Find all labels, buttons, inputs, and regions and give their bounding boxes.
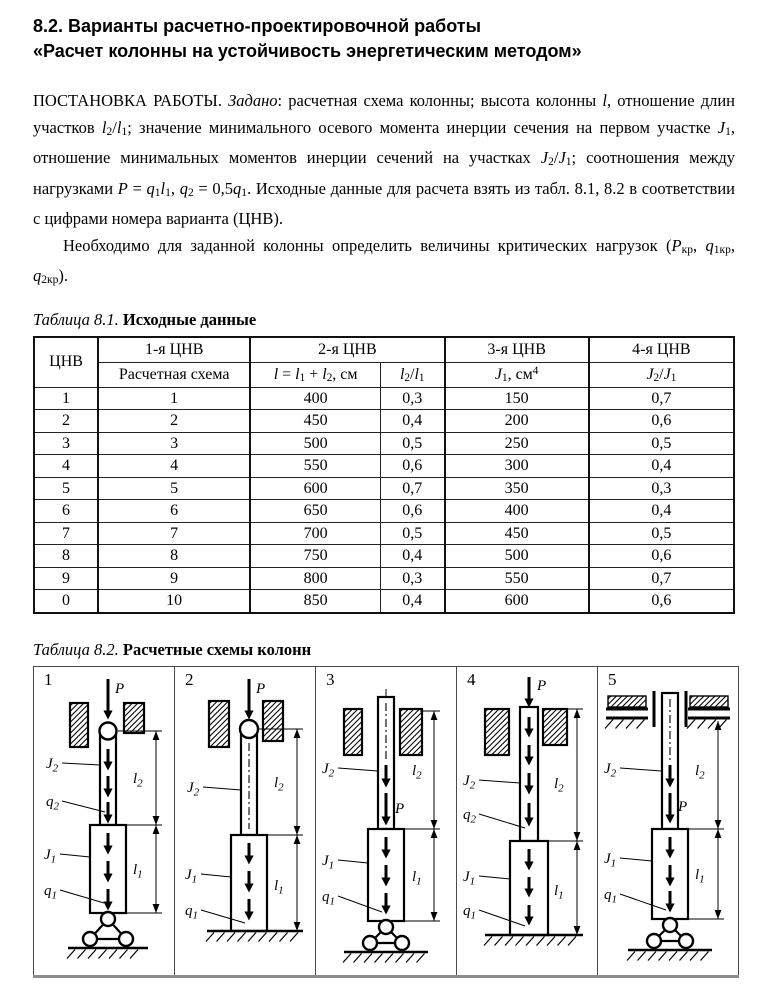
text-segment: P — [671, 235, 682, 255]
text-segment: J — [663, 365, 671, 383]
scheme-cell-3 — [316, 666, 457, 976]
table-cell: 8 — [98, 545, 250, 568]
load-arrow-P — [103, 679, 124, 720]
header-cell-length — [250, 362, 380, 387]
text-segment: , см — [507, 366, 533, 384]
svg-text:P: P — [678, 798, 688, 815]
svg-text:l1: $l_1$ — [274, 877, 284, 897]
text-segment: , — [730, 235, 736, 255]
text-segment: 2 — [653, 371, 660, 384]
table-cell: 5 — [34, 477, 98, 500]
table-cell: 0,4 — [380, 410, 444, 433]
scheme-number-1: 1 — [44, 669, 53, 689]
svg-text:l2: $l_2$ — [554, 775, 564, 795]
text-segment: кр — [681, 243, 693, 256]
scheme-cell-4 — [457, 666, 598, 976]
table1-caption-title: Исходные данные — [122, 309, 257, 329]
table-cell: 350 — [445, 477, 589, 500]
dimension-l2 — [274, 729, 300, 835]
svg-text:l1: $l_1$ — [695, 866, 705, 886]
table-cell: 0,6 — [380, 455, 444, 478]
text-segment: 2 — [404, 371, 411, 384]
table-row — [34, 387, 734, 410]
text-segment: / — [659, 365, 664, 383]
svg-text:J2: $J_2$ — [322, 760, 335, 780]
table-cell: 0,3 — [380, 567, 444, 590]
table-cell: 400 — [250, 387, 380, 410]
table-cell: 200 — [445, 410, 589, 433]
svg-text:P: P — [256, 680, 266, 697]
section-title-line1: 8.2. Варианты расчетно-проектировочной работы — [33, 16, 481, 36]
table-cell: 850 — [250, 590, 380, 613]
bottom-support — [484, 935, 583, 946]
text-segment: ; соотношения между нагрузками — [33, 148, 735, 198]
table-initial-data — [33, 336, 735, 614]
text-segment: 1 — [565, 156, 572, 169]
svg-text:l2: $l_2$ — [274, 774, 284, 794]
text-segment: J — [558, 148, 566, 168]
table-cell: 0,4 — [589, 500, 734, 523]
table-cell: 0,6 — [380, 500, 444, 523]
table-cell: 2 — [34, 410, 98, 433]
text-segment: l — [295, 365, 300, 383]
header-cell-j2j1 — [589, 362, 734, 387]
svg-text:J1: $J_1$ — [604, 850, 617, 870]
label-J2 — [187, 780, 241, 799]
svg-text:J1: $J_1$ — [322, 852, 335, 872]
text-segment: 2 — [106, 125, 113, 138]
text-segment: , — [692, 235, 706, 255]
text-segment: = — [278, 365, 296, 383]
table-row — [34, 455, 734, 478]
scheme-cell-1 — [34, 666, 175, 976]
text-segment: ; значение минимального осевого момента инерции сечения на первом участке — [127, 117, 718, 137]
text-segment: ). — [58, 266, 69, 286]
svg-text:J1: $J_1$ — [44, 846, 57, 866]
header-cell-scheme: Расчетная схема — [98, 362, 250, 387]
table-cell: 650 — [250, 500, 380, 523]
header-cell-j1 — [445, 362, 589, 387]
label-J2 — [463, 773, 520, 792]
text-segment: / — [410, 365, 415, 383]
table-cell: 7 — [34, 522, 98, 545]
dimension-l1 — [412, 829, 437, 921]
table-initial-data-header — [34, 337, 734, 388]
table-cell: 0,7 — [380, 477, 444, 500]
table-cell: 1 — [34, 387, 98, 410]
table-cell: 7 — [98, 522, 250, 545]
bottom-support — [627, 918, 712, 961]
text-segment: J — [540, 148, 549, 168]
header-cell-g2: 2-я ЦНВ — [250, 337, 444, 363]
text-segment: / — [553, 148, 559, 168]
dimension-l1 — [554, 841, 580, 935]
column-scheme-2-diagram — [175, 669, 315, 975]
table-row — [34, 410, 734, 433]
column-scheme-3-diagram — [316, 669, 456, 975]
text-segment: l — [160, 178, 166, 198]
table-cell: 250 — [445, 432, 589, 455]
text-segment: , отношение длин участков — [33, 91, 735, 137]
scheme-number-2: 2 — [185, 669, 194, 689]
svg-text:P: P — [537, 677, 547, 694]
text-segment: 1 — [241, 186, 248, 199]
table-cell: 0,7 — [589, 567, 734, 590]
table-cell: 450 — [250, 410, 380, 433]
svg-text:l1: $l_1$ — [412, 868, 422, 888]
text-segment: 1 — [121, 125, 128, 138]
label-J2 — [46, 756, 100, 775]
dimension-l2 — [554, 709, 583, 841]
table2-caption — [33, 640, 735, 660]
svg-text:J1: $J_1$ — [463, 868, 476, 888]
intro-paragraph — [33, 88, 735, 233]
svg-text:J2: $J_2$ — [46, 755, 59, 775]
table-cell: 0,5 — [589, 522, 734, 545]
label-J2 — [322, 761, 378, 780]
table1-caption — [33, 310, 735, 330]
svg-text:l2: $l_2$ — [133, 770, 143, 790]
svg-text:q1: $q_1$ — [604, 886, 617, 906]
text-segment: q — [705, 235, 714, 255]
text-segment: J — [646, 365, 654, 383]
text-segment: q — [179, 178, 188, 198]
label-J1 — [322, 853, 368, 872]
text-segment: 2 — [548, 156, 554, 169]
text-segment: l — [116, 117, 122, 137]
table-cell: 450 — [445, 522, 589, 545]
table-cell: 6 — [98, 500, 250, 523]
table-cell: 300 — [445, 455, 589, 478]
table-row — [34, 432, 734, 455]
dimension-l1 — [274, 835, 300, 931]
table-cell: 550 — [445, 567, 589, 590]
text-segment: 4 — [532, 365, 539, 378]
table-cell: 0,5 — [589, 432, 734, 455]
table-cell: 600 — [445, 590, 589, 613]
bottom-support — [206, 931, 303, 942]
label-J1 — [463, 869, 510, 888]
scheme-number-3: 3 — [326, 669, 335, 689]
table-cell: 750 — [250, 545, 380, 568]
table-cell: 150 — [445, 387, 589, 410]
text-segment: 1 — [154, 186, 161, 199]
table-cell: 550 — [250, 455, 380, 478]
header-cell-cnv: ЦНВ — [34, 337, 98, 388]
svg-text:q1: $q_1$ — [44, 882, 57, 902]
svg-text:J1: $J_1$ — [185, 866, 198, 886]
table-cell: 0,7 — [589, 387, 734, 410]
bottom-support — [67, 912, 148, 959]
label-J1 — [185, 867, 231, 886]
text-segment: = 0,5 — [193, 178, 234, 198]
table-cell: 0,5 — [380, 522, 444, 545]
table-row — [34, 522, 734, 545]
top-roller — [100, 722, 117, 739]
text-segment: J — [494, 366, 502, 384]
table-cell: 8 — [34, 545, 98, 568]
text-segment: : расчетная схема колонны; высота колонны — [277, 91, 603, 110]
svg-text:J2: $J_2$ — [463, 772, 476, 792]
text-segment: . Исходные данные для расчета взять из табл. 8.1, 8.2 в соответствии с цифрами номера варианта (ЦНВ). — [33, 178, 735, 229]
table-cell: 3 — [34, 432, 98, 455]
table-row — [34, 545, 734, 568]
svg-text:P: P — [395, 800, 405, 817]
svg-text:l1: $l_1$ — [133, 861, 143, 881]
label-J1 — [44, 847, 90, 866]
svg-text:q1: $q_1$ — [185, 902, 198, 922]
table-cell: 0,4 — [380, 545, 444, 568]
dimension-l1 — [133, 825, 159, 913]
text-segment: ПОСТАНОВКА РАБОТЫ. — [33, 91, 229, 110]
svg-text:q1: $q_1$ — [322, 888, 335, 908]
text-segment: Задано — [228, 91, 278, 110]
table-cell: 0,5 — [380, 432, 444, 455]
table2-caption-title: Расчетные схемы колонн — [122, 639, 312, 659]
scheme-cell-2 — [175, 666, 316, 976]
table-cell: 2 — [98, 410, 250, 433]
text-segment: , отношение минимальных моментов инерции сечений на участках — [33, 117, 735, 168]
text-segment: l — [602, 91, 607, 110]
svg-text:l2: $l_2$ — [412, 762, 422, 782]
svg-text:q1: $q_1$ — [463, 902, 476, 922]
scheme-number-5: 5 — [608, 669, 617, 689]
text-segment: / — [112, 117, 117, 137]
text-segment: , — [170, 178, 180, 198]
svg-text:q2: $q_2$ — [46, 793, 59, 813]
svg-text:J2: $J_2$ — [187, 779, 200, 799]
text-segment: 1 — [725, 125, 731, 138]
section-title-line2: «Расчет колонны на устойчивость энергетическим методом» — [33, 41, 582, 61]
text-segment: l — [101, 117, 107, 137]
table-cell: 0,3 — [589, 477, 734, 500]
table1-caption-label: Таблица 8.1. — [33, 309, 119, 329]
task-paragraph — [33, 233, 735, 294]
table-cell: 500 — [445, 545, 589, 568]
table-cell: 600 — [250, 477, 380, 500]
top-roller — [240, 720, 258, 738]
table-initial-data-body — [34, 387, 734, 613]
label-J2 — [604, 761, 662, 780]
dimension-l2 — [133, 731, 159, 825]
text-segment: P — [117, 178, 128, 198]
table-cell: 0,6 — [589, 545, 734, 568]
text-segment: l — [322, 365, 327, 383]
table-cell: 0,4 — [589, 455, 734, 478]
header-cell-l2l1 — [380, 362, 444, 387]
text-segment: J — [717, 117, 726, 137]
table2-caption-label: Таблица 8.2. — [33, 639, 119, 659]
table-cell: 3 — [98, 432, 250, 455]
table-cell: 5 — [98, 477, 250, 500]
table-cell: 0 — [34, 590, 98, 613]
table-cell: 10 — [98, 590, 250, 613]
text-segment: l — [414, 365, 419, 383]
header-cell-g1: 1-я ЦНВ — [98, 337, 250, 363]
svg-text:J2: $J_2$ — [604, 760, 617, 780]
label-q2 — [46, 794, 105, 813]
text-segment: l — [273, 365, 279, 383]
text-segment: , см — [332, 365, 358, 383]
label-q2 — [463, 807, 525, 828]
table-cell: 0,6 — [589, 590, 734, 613]
table-cell: 0,3 — [380, 387, 444, 410]
table-cell: 800 — [250, 567, 380, 590]
table-cell: 700 — [250, 522, 380, 545]
table-cell: 0,6 — [589, 410, 734, 433]
text-segment: l — [399, 365, 405, 383]
text-segment: 1 — [670, 371, 677, 384]
header-cell-g4: 4-я ЦНВ — [589, 337, 734, 363]
table-cell: 0,4 — [380, 590, 444, 613]
table-cell: 400 — [445, 500, 589, 523]
label-J1 — [604, 851, 652, 870]
text-segment: 1 — [418, 371, 425, 384]
table-cell: 9 — [34, 567, 98, 590]
text-segment: 1 — [165, 186, 171, 199]
bottom-support — [343, 920, 428, 963]
dimension-l2 — [695, 721, 721, 829]
table-cell: 6 — [34, 500, 98, 523]
table-cell: 4 — [34, 455, 98, 478]
text-segment: 1 — [501, 372, 508, 385]
text-segment: q — [33, 266, 42, 286]
text-segment: 1 — [299, 371, 306, 384]
load-arrow-P — [524, 677, 546, 708]
text-segment: 2кр — [41, 274, 59, 287]
table-row — [34, 590, 734, 613]
table-cell: 4 — [98, 455, 250, 478]
text-segment: 2 — [187, 186, 194, 199]
header-cell-g3: 3-я ЦНВ — [445, 337, 589, 363]
schemes-row — [34, 666, 739, 976]
text-segment: q — [233, 178, 242, 198]
table-cell: 1 — [98, 387, 250, 410]
text-segment: + — [305, 365, 323, 383]
section-title — [33, 14, 735, 64]
dimension-l1 — [695, 829, 721, 919]
text-segment: q — [146, 178, 155, 198]
svg-text:l2: $l_2$ — [695, 762, 705, 782]
text-segment: Необходимо для заданной колонны определить величины критических нагрузок ( — [63, 235, 672, 255]
text-segment: = — [127, 178, 147, 198]
table-cell: 500 — [250, 432, 380, 455]
table-row — [34, 567, 734, 590]
table-cell: 9 — [98, 567, 250, 590]
table-column-schemes — [33, 666, 739, 978]
table-row — [34, 500, 734, 523]
svg-text:P: P — [115, 680, 125, 697]
text-segment: 1кр — [713, 243, 731, 256]
table-row — [34, 477, 734, 500]
column-scheme-4-diagram — [457, 669, 597, 975]
text-segment: 2 — [326, 371, 333, 384]
svg-text:q2: $q_2$ — [463, 806, 476, 826]
svg-text:l1: $l_1$ — [554, 882, 564, 902]
scheme-number-4: 4 — [467, 669, 476, 689]
scheme-cell-5 — [598, 666, 739, 976]
column-scheme-5-diagram — [598, 669, 738, 975]
column-scheme-1-diagram — [34, 669, 174, 975]
